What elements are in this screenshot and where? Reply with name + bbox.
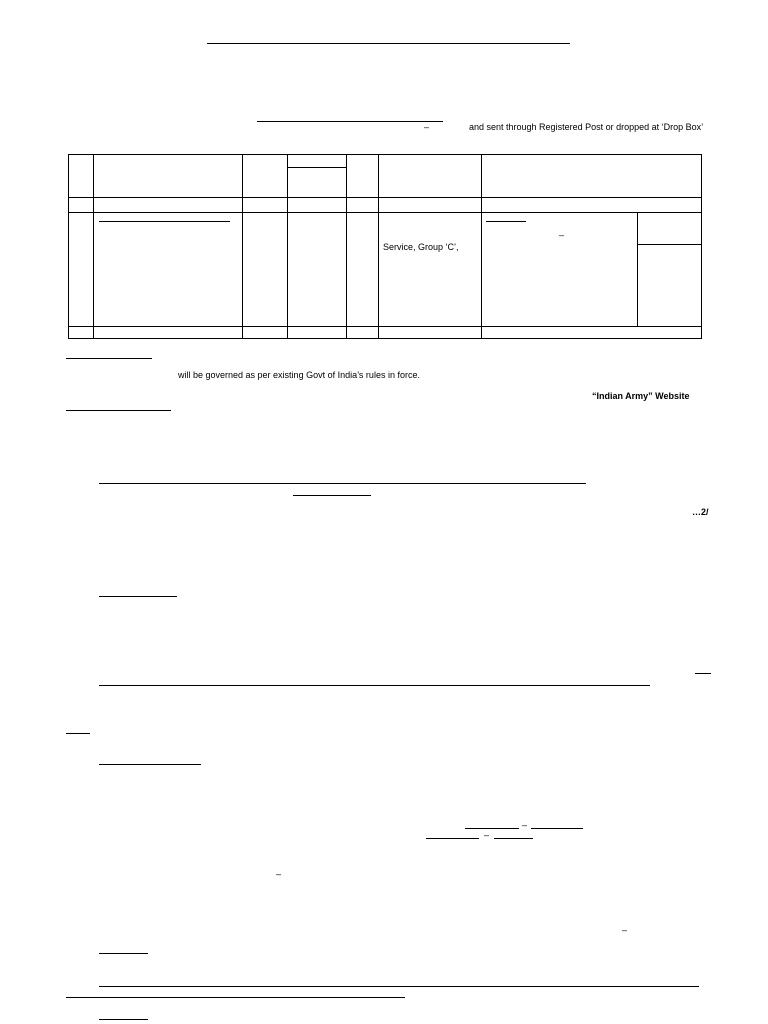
table-cell bbox=[69, 327, 94, 339]
paragraph-underline bbox=[426, 838, 479, 839]
inner-rule bbox=[288, 167, 347, 168]
dash-c: – bbox=[276, 869, 282, 879]
paragraph-underline bbox=[531, 828, 583, 829]
header-underline bbox=[257, 121, 443, 122]
table-cell bbox=[379, 155, 482, 198]
table-cell bbox=[482, 198, 702, 213]
title-underline bbox=[207, 43, 570, 44]
underscore-mark: _ bbox=[559, 226, 565, 236]
table-cell bbox=[288, 327, 347, 339]
table-row bbox=[69, 198, 702, 213]
table-cell bbox=[347, 198, 379, 213]
paragraph-underline bbox=[99, 685, 650, 686]
vacancy-table bbox=[68, 154, 702, 339]
header-dash: – bbox=[424, 122, 430, 132]
section-underline bbox=[99, 953, 148, 954]
dash-d: – bbox=[622, 925, 628, 935]
paragraph-underline bbox=[99, 986, 699, 987]
table-cell bbox=[379, 327, 482, 339]
table-row bbox=[69, 213, 702, 327]
table-cell bbox=[482, 155, 702, 198]
table-cell bbox=[347, 155, 379, 198]
section-underline bbox=[66, 410, 171, 411]
website-text: “Indian Army” Website bbox=[592, 391, 690, 401]
table-cell bbox=[288, 198, 347, 213]
header-trailing-text: and sent through Registered Post or dropped at ‘Drop Box’ bbox=[469, 122, 704, 132]
cell-underline bbox=[99, 221, 230, 222]
table-cell bbox=[482, 213, 638, 327]
page-continuation: …2/ bbox=[692, 507, 709, 517]
table-cell bbox=[69, 198, 94, 213]
table-cell bbox=[94, 327, 243, 339]
dash-b: – bbox=[484, 830, 490, 840]
table-cell bbox=[69, 213, 94, 327]
paragraph-underline bbox=[465, 828, 519, 829]
table-cell bbox=[69, 155, 94, 198]
section-underline bbox=[99, 596, 177, 597]
governed-text: will be governed as per existing Govt of India’s rules in force. bbox=[178, 370, 420, 380]
inner-rule bbox=[638, 244, 702, 245]
table-cell bbox=[243, 213, 288, 327]
table-cell bbox=[288, 213, 347, 327]
table-row bbox=[69, 327, 702, 339]
paragraph-underline bbox=[695, 673, 711, 674]
section-underline bbox=[99, 764, 201, 765]
dash-a: – bbox=[522, 820, 528, 830]
table-cell-split bbox=[638, 213, 702, 327]
section-underline bbox=[99, 1019, 148, 1020]
table-cell bbox=[347, 327, 379, 339]
table-cell bbox=[94, 198, 243, 213]
table-cell-split-header bbox=[288, 155, 347, 198]
table-cell bbox=[347, 213, 379, 327]
paragraph-underline bbox=[99, 483, 586, 484]
cell-underline bbox=[486, 221, 526, 222]
table-cell bbox=[379, 198, 482, 213]
table-cell bbox=[94, 155, 243, 198]
table-cell bbox=[379, 213, 482, 327]
paragraph-underline bbox=[293, 495, 371, 496]
paragraph-underline bbox=[494, 838, 533, 839]
paragraph-underline bbox=[66, 997, 405, 998]
group-cell-text: Service, Group ‘C’, bbox=[383, 242, 459, 252]
paragraph-underline bbox=[66, 733, 90, 734]
table-cell bbox=[243, 155, 288, 198]
note-underline bbox=[66, 358, 152, 359]
table-cell bbox=[482, 327, 702, 339]
table-cell bbox=[243, 327, 288, 339]
table-header-row bbox=[69, 155, 702, 198]
table-cell bbox=[243, 198, 288, 213]
table-cell bbox=[94, 213, 243, 327]
